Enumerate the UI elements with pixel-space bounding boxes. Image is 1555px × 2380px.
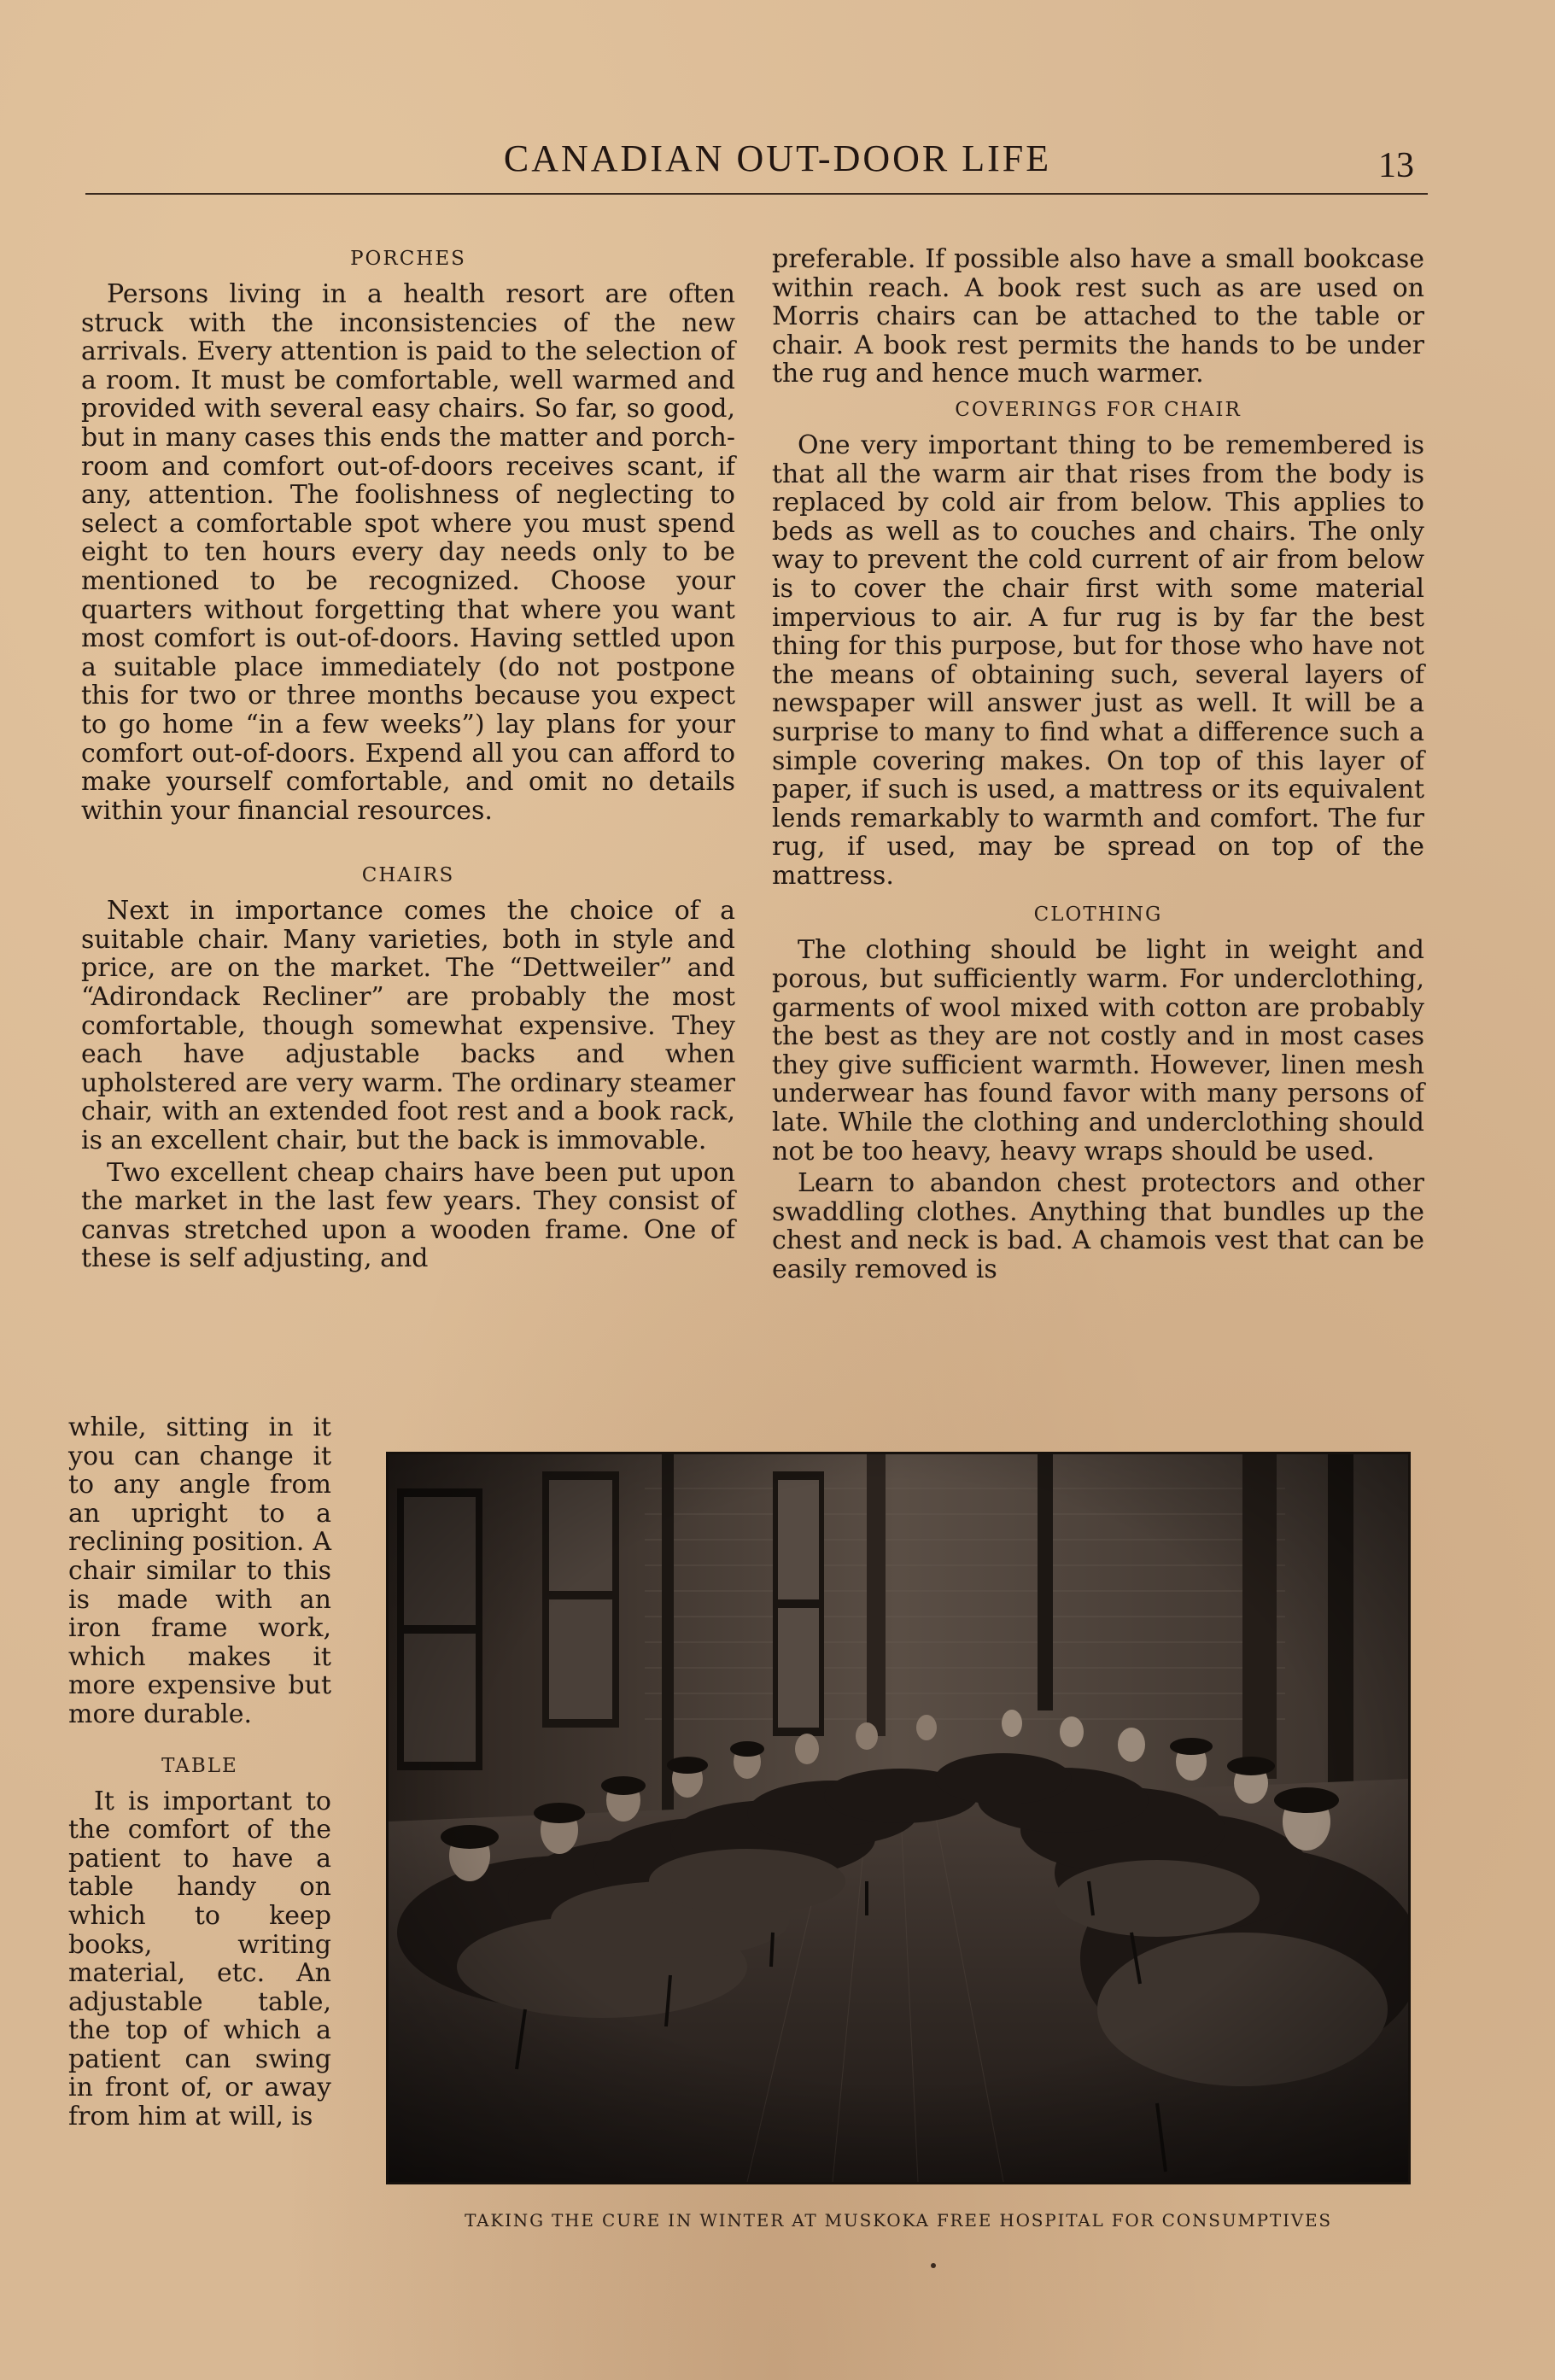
chairs-paragraph-1: Next in importance comes the choice of a suitable chair. Many varieties, both in style and price, are on the market. The “Dettweiler” and “Adirondack Recliner” are probably the most comfortable, though somewhat expensive. They each have adjustable backs and when upholstered are very warm. The ordinary steamer chair, with an extended foot rest and a book rack, is an excellent chair, but the back is immovable. <box>81 896 735 1156</box>
chairs-paragraph-2: Two excellent cheap chairs have been put upon the market in the last few years. They consist of canvas stretched upon a wooden frame. One of these is self adjusting, and <box>81 1157 735 1274</box>
section-heading-porches: PORCHES <box>350 248 466 270</box>
page-number: 13 <box>1378 146 1414 185</box>
coverings-paragraph: One very important thing to be remembered is that all the warm air that rises from the body is replaced by cold air from below. This applies to beds as well as to couches and chairs. The only way to prevent the cold current of air from below is to cover the chair first with some material impervious to air. A fur rug is by far the best thing for this purpose, but for those who have not the means of obtaining such, several layers of newspaper will answer just as well. It will be a surprise to many to find what a difference such a simple covering makes. On top of this layer of paper, if such is used, a mattress or its equivalent lends remarkably to warmth and comfort. The fur rug, if used, may be spread on top of the mattress. <box>772 430 1424 891</box>
header-rule <box>85 193 1428 195</box>
table-continued-paragraph: preferable. If possible also have a small bookcase within reach. A book rest such as are used on Morris chairs can be attached to the table or chair. A book rest permits the hands to be under the rug and hence much warmer. <box>772 244 1424 389</box>
chairs-continued-paragraph: while, sitting in it you can change it to any angle from an upright to a reclining position. A chair similar to this is made with an iron frame work, which makes it more expensive but more durable. <box>68 1412 331 1729</box>
table-paragraph: It is important to the comfort of the patient to have a table handy on which to keep books, writing material, etc. An adjustable table, the top of which a patient can swing in front of, or away from him at will, is <box>68 1786 331 2132</box>
section-heading-table: TABLE <box>161 1754 238 1777</box>
section-heading-coverings: COVERINGS FOR CHAIR <box>955 398 1242 421</box>
porch-photograph-drawing <box>389 1454 1408 2182</box>
narrow-column <box>68 1413 331 2131</box>
clothing-paragraph-1: The clothing should be light in weight and porous, but sufficiently warm. For underclothing, garments of wool mixed with cotton are probably the best as they are not costly and in most cases they give sufficient warmth. However, linen mesh underwear has found favor with many persons of late. While the clothing and underclothing should not be too heavy, heavy wraps should be used. <box>772 935 1424 1167</box>
section-heading-chairs: CHAIRS <box>361 864 455 887</box>
porches-paragraph: Persons living in a health resort are often struck with the inconsistencies of the new arrivals. Every attention is paid to the selection of a room. It must be comfortable, well warmed and provided with several easy chairs. So far, so good, but in many cases this ends the matter and porch-room and comfort out-of-doors receives scant, if any, attention. The foolishness of neglecting to select a comfortable spot where you must spend eight to ten hours every day needs only to be mentioned to be recognized. Choose your quarters without forgetting that where you want most comfort is out-of-doors. Having settled upon a suitable place immediately (do not postpone this for two or three months because you expect to go home “in a few weeks”) lay plans for your comfort out-of-doors. Expend all you can afford to make yourself comfortable, and omit no details within your financial resources. <box>81 279 735 826</box>
running-title: CANADIAN OUT-DOOR LIFE <box>503 137 1052 179</box>
right-column <box>772 245 1424 1284</box>
section-heading-clothing: CLOTHING <box>1033 903 1163 927</box>
clothing-paragraph-2: Learn to abandon chest protectors and other swaddling clothes. Anything that bundles up the chest and neck is bad. A chamois vest that can be easily removed is <box>772 1168 1424 1284</box>
photo-caption: TAKING THE CURE IN WINTER AT MUSKOKA FREE HOSPITAL FOR CONSUMPTIVES <box>465 2210 1332 2231</box>
printer-mark <box>931 2263 936 2268</box>
porch-photograph <box>386 1452 1411 2184</box>
left-column <box>81 241 735 1273</box>
